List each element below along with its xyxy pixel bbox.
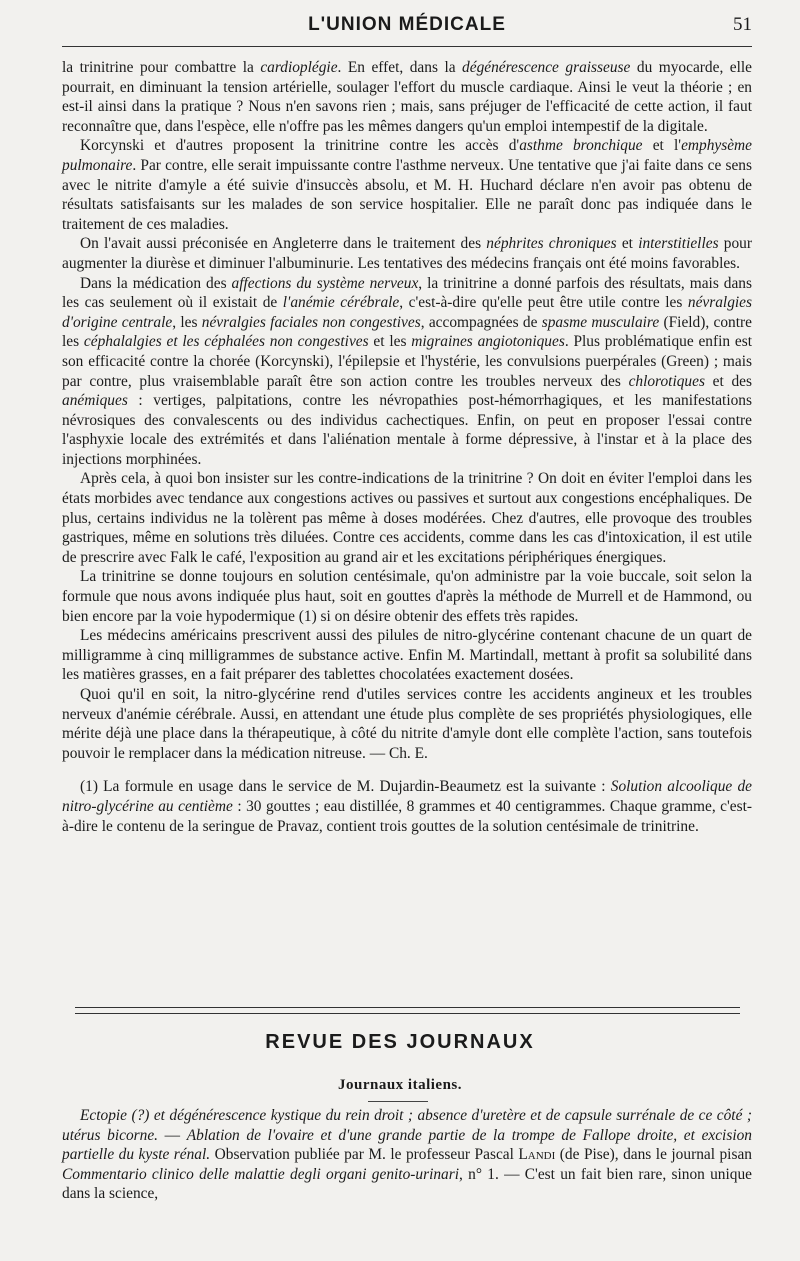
text-run: Dans la médication des — [80, 274, 232, 292]
text-run: (de Pise), dans le journal pisan — [555, 1146, 752, 1164]
italic-run: interstitielles — [638, 235, 719, 253]
italic-run: Solution alcoolique de nitro-glycérine au centième — [62, 778, 752, 815]
text-run: Les médecins américains prescrivent aussi des pilules de nitro-glycérine contenant chacune de un quart de milligramme à cinq milligrammes de substance active. Enfin M. Martindall, mettant à profit sa solubilité dans les matières grasses, en a fait préparer des tablettes chocolatées exactement dosées. — [62, 627, 752, 684]
text-run: . En effet, dans la — [337, 59, 463, 76]
article-body — [62, 58, 752, 836]
text-run: Après cela, à quoi bon insister sur les contre-indications de la trinitrine ? On doit en éviter l'emploi dans les états morbides avec tendance aux congestions actives ou passives et surtout aux congestions encéphaliques. De plus, certains individus ne la tolèrent pas même à doses modérées. Chez d'autres, elle provoque des troubles gastriques, même en solutions très diluées. Contre ces accidents, comme dans les cas d'intoxication, il est utile de prescrire avec Falk le café, l'exposition au grand air et les excitations périphériques énergiques. — [62, 470, 752, 566]
italian-paragraph — [62, 1106, 752, 1204]
italic-run: cardioplégie — [260, 59, 338, 76]
paragraph — [62, 469, 752, 567]
text-run: et les — [368, 333, 412, 351]
text-run: , n° 1. — C'est un fait bien rare, sinon unique dans la science, — [62, 1165, 752, 1203]
italic-run: emphysème pulmonaire — [62, 137, 752, 174]
italic-run: spasme musculaire — [541, 313, 660, 331]
text-run: (Field), contre les — [62, 313, 752, 351]
running-header — [62, 14, 752, 44]
text-run: , les — [172, 313, 202, 331]
text-run: , la trinitrine a donné parfois des résultats, mais dans les cas seulement où il existait de — [62, 274, 752, 312]
section-underline — [368, 1101, 428, 1102]
paragraph — [62, 58, 752, 136]
text-run: et l' — [642, 137, 682, 155]
journal-title: L'UNION MÉDICALE — [308, 14, 506, 35]
italic-run: néphrites chroniques — [486, 235, 617, 253]
footnote — [62, 777, 752, 836]
paragraph — [62, 234, 752, 273]
revue-heading: REVUE DES JOURNAUX — [265, 1031, 535, 1053]
text-run: . Par contre, elle serait impuissante contre l'asthme nerveux. Une tentative que j'ai faite dans ce sens avec le nitrite d'amyle a été suivie d'insuccès absolu, et M. H. Huchard déclare n'en avoir pas obtenu de résultats satisfaisants sur les malades de son service hospitalier. Elle ne paraît donc pas indiquée dans le traitement de ces maladies. — [62, 156, 752, 233]
italic-run: Ablation de l'ovaire et d'une grande partie de la trompe de Fallope droite, et excision partielle du kyste rénal. — [62, 1126, 752, 1164]
italic-run: névralgies faciales non congestives — [201, 313, 421, 331]
text-run: et des — [704, 372, 752, 390]
text-run: Landi — [518, 1146, 556, 1164]
paragraph — [62, 626, 752, 685]
paragraph — [62, 274, 752, 470]
article-paragraphs — [62, 58, 752, 763]
italic-run: Commentario clinico delle malattie degli organi genito-urinari — [62, 1165, 460, 1183]
italic-run: céphalalgies et les céphalées non congestives — [83, 333, 369, 351]
paragraph — [62, 567, 752, 626]
text-run: la trinitrine pour combattre la — [62, 59, 261, 76]
text-run: : vertiges, palpitations, contre les névropathies post-hémorrhagiques, et les manifestations névrosiques des convalescents ou des individus cachectiques. Enfin, on peut en proposer l'essai contre l'asphyxie locale des extrémités et dans l'aliénation mentale à forme dépressive, à l'instar et à la place des injections morphinées. — [62, 392, 752, 468]
italic-run: asthme bronchique — [519, 137, 643, 155]
text-run: Korcynski et d'autres proposent la trinitrine contre les accès d' — [80, 137, 520, 155]
italic-run: affections du système nerveux — [231, 274, 419, 292]
section-heading: Journaux italiens. — [337, 1077, 463, 1093]
text-run: : 30 gouttes ; eau distillée, 8 grammes et 40 centigrammes. Chaque gramme, c'est-à-dire le contenu de la seringue de Pravaz, contient trois gouttes de la solution centésimale de trinitrine. — [62, 797, 753, 835]
paragraph — [62, 685, 752, 763]
text-run: . Plus problématique enfin est son efficacité contre la chorée (Korcynski), l'épilepsie et l'hystérie, les convulsions puerpérales (Green) ; mais par contre, plus vraisemblable paraît être son action contre les troubles nerveux des — [62, 333, 753, 390]
italic-run: névralgies d'origine centrale — [62, 294, 752, 331]
text-run: du myocarde, elle pourrait, en diminuant la tension artérielle, soulager l'effort du muscle cardiaque. Ainsi le veut la théorie ; en est-il ainsi dans la pratique ? Nous n'en savons rien ; mais, sans préjuger de l'efficacité de cette action, il faut reconnaître que, dans l'espèce, elle n'offre pas les mêmes dangers qu'un emploi intempestif de la digitale. — [62, 59, 752, 135]
text-run: , c'est-à-dire qu'elle peut être utile contre les — [399, 294, 688, 312]
text-run: La trinitrine se donne toujours en solution centésimale, qu'on administre par la voie buccale, soit selon la formule que nous avons indiquée plus haut, soit en gouttes d'après la méthode de Murrell et de Hammond, ou bien encore par la voie hypodermique (1) si on désire obtenir des effets très rapides. — [62, 568, 752, 625]
section-divider — [75, 1007, 740, 1014]
text-run: pour augmenter la diurèse et diminuer l'albuminurie. Les tentatives des médecins français ont été moins favorables. — [62, 235, 752, 272]
italic-run: Ectopie (?) et dégénérescence kystique du rein droit ; absence d'uretère et de capsule surrénale de ce côté ; utérus bicorne. — [62, 1107, 752, 1144]
header-rule — [62, 46, 752, 47]
italic-run: dégénérescence graisseuse — [462, 59, 631, 76]
page-number: 51 — [733, 14, 752, 35]
text-run: On l'avait aussi préconisée en Angleterre dans le traitement des — [80, 235, 487, 253]
italic-run: chlorotiques — [628, 372, 705, 390]
text-run: Quoi qu'il en soit, la nitro-glycérine rend d'utiles services contre les accidents angineux et les troubles nerveux d'anémie cérébrale. Aussi, en attendant une étude plus complète de ses propriétés physiologiques, elle mérite déjà une place dans la thérapeutique, à côté du nitrite d'amyle dont elle complète l'action, sans toutefois pouvoir le remplacer dans la médication nitreuse. — Ch. E. — [62, 686, 752, 762]
paragraph — [62, 136, 752, 234]
text-run: Observation publiée par M. le professeur Pascal — [210, 1146, 519, 1164]
italian-article — [62, 1106, 752, 1204]
italic-run: migraines angiotoniques — [411, 333, 565, 351]
italic-run: l'anémie cérébrale — [282, 294, 400, 312]
italic-run: anémiques — [62, 392, 128, 410]
text-run: (1) La formule en usage dans le service de M. Dujardin-Beaumetz est la suivante : — [80, 778, 611, 796]
text-run: , accompagnées de — [420, 313, 542, 331]
text-run: — — [158, 1126, 187, 1144]
text-run: et — [616, 235, 639, 253]
